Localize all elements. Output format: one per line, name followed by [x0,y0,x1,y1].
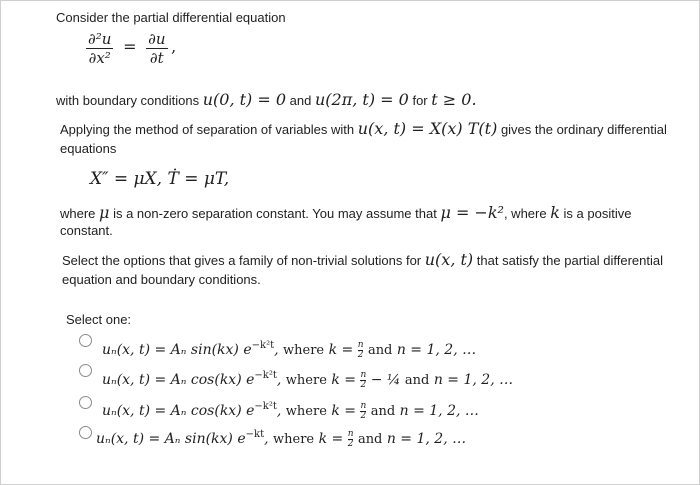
pde-rhs-fraction [146,30,167,67]
option-2-lhs: uₙ(x, t) = Aₙ cos(kx) e [102,372,255,388]
bc-prefix: with boundary conditions [56,93,200,108]
option-2-extra: − ¼ [370,372,401,388]
where-suffix: , where [503,206,547,221]
option-4-range: n = 1, 2, … [386,431,467,447]
pde-lhs-denominator: ∂x² [88,49,111,67]
option-2-and: and [404,373,430,388]
option-2-radio[interactable] [79,364,92,377]
option-2-range: n = 1, 2, … [433,372,514,388]
pde-rhs-numerator: ∂u [148,30,166,48]
pde-tail: , [171,36,177,56]
where-prefix: where [60,206,96,221]
option-3-radio[interactable] [79,396,92,409]
option-4-fraction: $\frac{n}{2}$ [347,428,354,449]
where-line2: constant. [60,223,113,238]
option-2-where: where [285,373,327,388]
option-2-kdef: k = [331,372,357,388]
option-4-radio[interactable] [79,426,92,439]
option-4-kdef: k = [318,431,344,447]
option-3-where: where [285,404,327,419]
select-one-label: Select one: [66,312,132,327]
option-1-kdef: k = [328,342,354,358]
select-line2: equation and boundary conditions. [62,272,261,287]
bc-math-3: t ≥ 0. [431,90,477,109]
option-1-where: where [283,343,325,358]
pde-rhs-denominator: ∂t [149,49,164,67]
option-1-fraction: $\frac{n}{2}$ [357,339,364,360]
separation-text [60,120,667,139]
option-2-exponent: −k²t [254,370,277,381]
select-suffix: that satisfy the partial differential [476,253,663,268]
option-3-and: and [370,404,396,419]
pde-lhs-numerator: ∂²u [88,30,112,48]
where-text [60,204,631,223]
option-1-lhs: uₙ(x, t) = Aₙ sin(kx) e [102,342,252,358]
option-1-and: and [367,343,393,358]
boundary-conditions [56,91,477,110]
pde-equation: $\frac{\text{∂²u}}{\text{∂x²}}$ = $\frac{\partial u}{\partial t}$ , [88,30,177,67]
bc-for: for [412,93,428,108]
where-k: k [550,203,560,222]
option-1-radio[interactable] [79,334,92,347]
sep-line2: equations [60,141,117,156]
select-text [62,251,663,270]
where-mu: μ [99,203,110,222]
option-3-fraction: $\frac{n}{2}$ [360,400,367,421]
intro-text: Consider the partial differential equation [56,10,286,25]
option-4-where: where [273,432,315,447]
option-4-lhs: uₙ(x, t) = Aₙ sin(kx) e [96,431,246,447]
bc-and: and [289,93,312,108]
option-3-kdef: k = [331,403,357,419]
option-4-exponent: −kt [245,429,265,440]
sep-suffix: gives the ordinary differential [500,122,667,137]
bc-math-1: u(0, t) = 0 [202,90,287,109]
pde-lhs-fraction [86,30,113,67]
option-1-range: n = 1, 2, … [396,342,477,358]
sep-math: u(x, t) = X(x) T(t) [357,119,498,138]
bc-math-2: u(2π, t) = 0 [315,90,409,109]
option-3-exponent: −k²t [254,401,277,412]
select-prefix: Select the options that gives a family of non-trivial solutions for [62,253,422,268]
where-end: is a positive [563,206,632,221]
sep-prefix: Applying the method of separation of variables with [60,122,355,137]
option-1-label[interactable]: uₙ(x, t) = Aₙ sin(kx) $e^{-k^2t}$, where k = $\frac{n}{2}$ and n = 1, 2, … [102,339,477,360]
option-3-lhs: uₙ(x, t) = Aₙ cos(kx) e [102,403,255,419]
select-math: u(x, t) [424,250,474,269]
where-mid: is a non-zero separation constant. You may assume that [113,206,437,221]
option-2-fraction: $\frac{n}{2}$ [360,369,367,390]
option-4-and: and [357,432,383,447]
ode-equations: X″ = μX, Ṫ = μT, [90,169,230,189]
option-4-label[interactable]: uₙ(x, t) = Aₙ sin(kx) $e^{-kt}$, where k = $\frac{n}{2}$ and n = 1, 2, … [96,428,467,449]
option-1-exponent: −k²t [251,340,275,351]
option-3-label[interactable]: uₙ(x, t) = Aₙ cos(kx) $e^{-k^2t}$, where k = $\frac{n}{2}$ and n = 1, 2, … [102,400,479,421]
option-3-range: n = 1, 2, … [399,403,479,419]
where-math: μ = −k² [440,203,504,222]
option-2-label[interactable]: uₙ(x, t) = Aₙ cos(kx) $e^{-k^2t}$, where k = $\frac{n}{2}$ − ¼ and n = 1, 2, … [102,369,514,390]
